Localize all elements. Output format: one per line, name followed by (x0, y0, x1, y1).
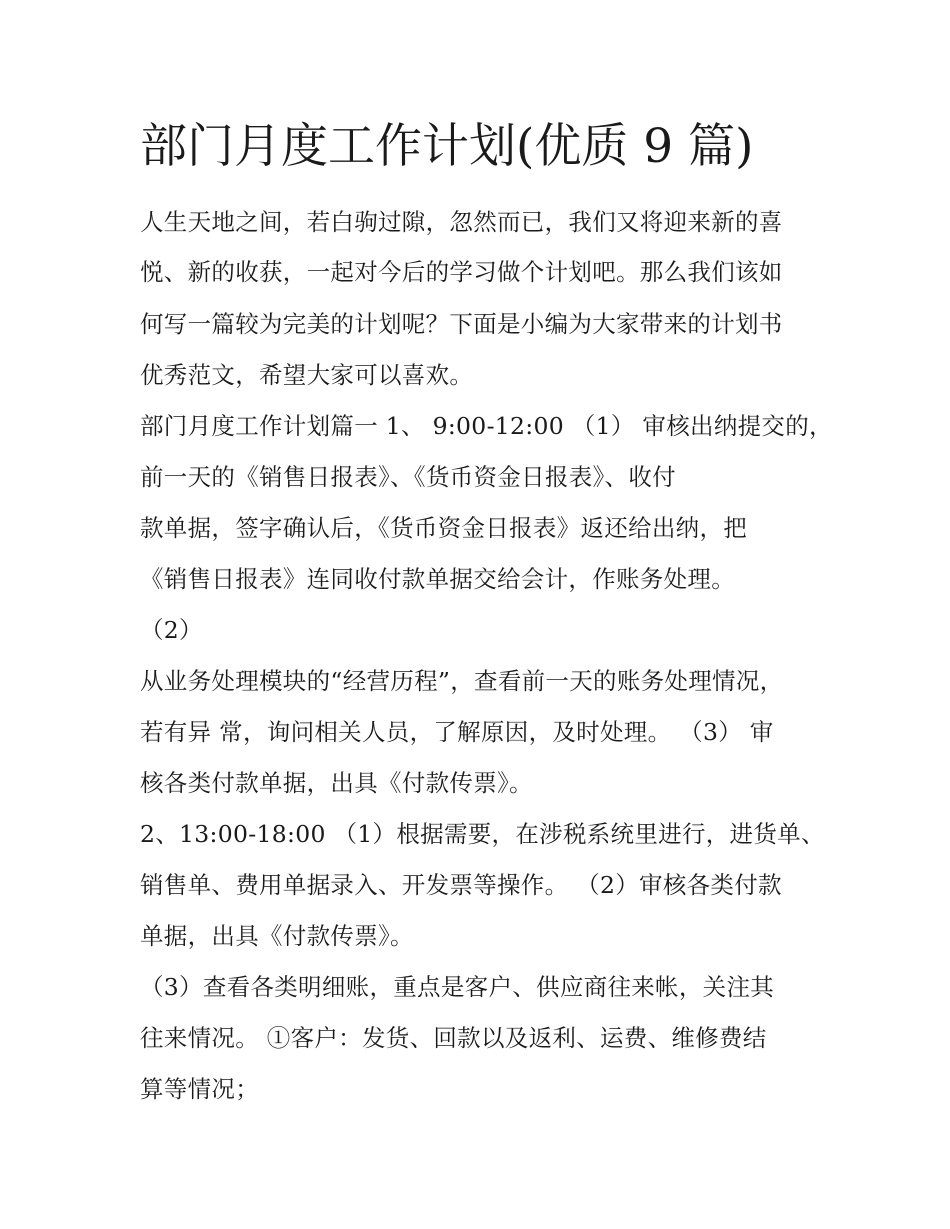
page-title: 部门月度工作计划(优质 9 篇) (140, 119, 754, 174)
body-line-12: 核各类付款单据，出具《付款传票》。 (140, 769, 533, 797)
body-line-6: 前一天的《销售日报表》、《货币资金日报表》、收付 (140, 463, 676, 491)
body-line-11: 若有异 常，询问相关人员，了解原因，及时处理。 （3） 审 (140, 718, 774, 746)
body-line-3: 何写一篇较为完美的计划呢？下面是小编为大家带来的计划书 (140, 310, 783, 338)
body-line-16: （3）查看各类明细账，重点是客户、供应商往来帐，关注其 (140, 973, 775, 1001)
body-line-1: 人生天地之间，若白驹过隙，忽然而已，我们又将迎来新的喜 (140, 208, 783, 236)
body-line-17: 往来情况。 ①客户：发货、回款以及返利、运费、维修费结 (140, 1024, 767, 1052)
body-line-15: 单据，出具《付款传票》。 (140, 922, 414, 950)
body-line-8: 《销售日报表》连同收付款单据交给会计，作账务处理。 (140, 565, 735, 593)
body-line-5: 部门月度工作计划篇一 1、 9:00-12:00 （1） 审核出纳提交的， (140, 412, 833, 440)
body-line-2: 悦、新的收获，一起对今后的学习做个计划吧。那么我们该如 (140, 258, 783, 286)
body-line-9: （2） (140, 616, 203, 644)
body-line-4: 优秀范文，希望大家可以喜欢。 (140, 361, 474, 389)
body-line-10: 从业务处理模块的“经营历程”，查看前一天的账务处理情况， (140, 667, 784, 695)
body-line-14: 销售单、费用单据录入、开发票等操作。 （2）审核各类付款 (140, 871, 782, 899)
body-line-7: 款单据，签字确认后，《货币资金日报表》返还给出纳，把 (140, 514, 748, 542)
body-line-18: 算等情况； (140, 1075, 259, 1103)
body-line-13: 2、13:00-18:00 （1）根据需要，在涉税系统里进行，进货单、 (140, 820, 825, 848)
